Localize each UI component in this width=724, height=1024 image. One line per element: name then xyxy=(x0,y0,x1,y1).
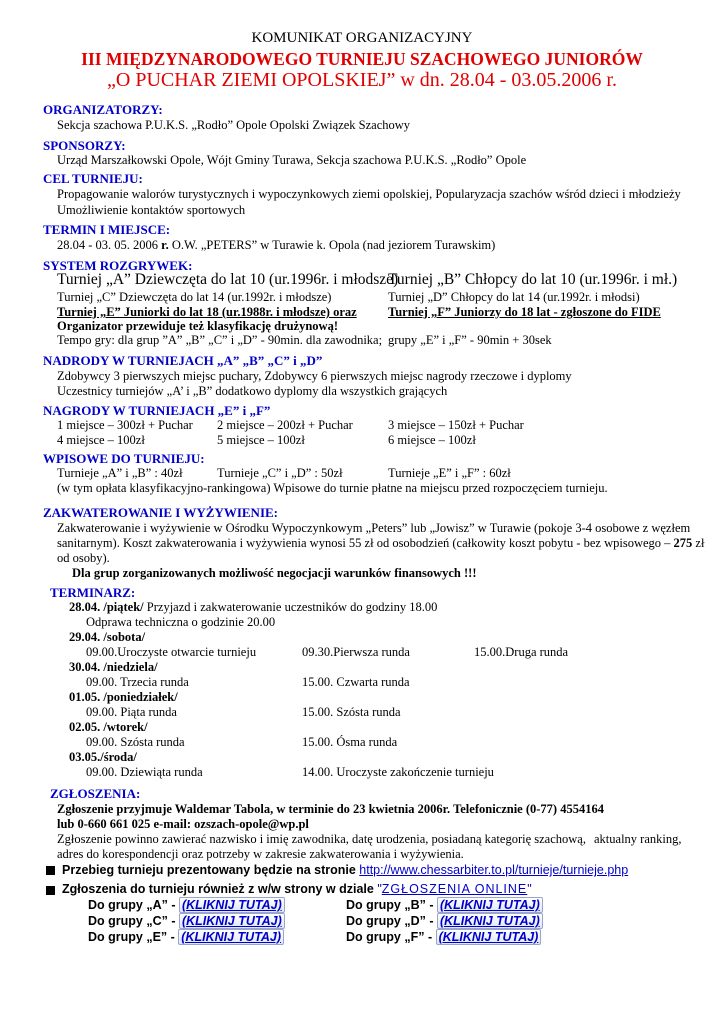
sponsors-heading: SPONSORZY: xyxy=(43,138,126,153)
prizes-ef-heading: NAGRODY W TURNIEJACH „E” i „F” xyxy=(43,403,271,418)
live-results-text: Przebieg turnieju prezentowany będzie na stronie xyxy=(62,863,360,877)
online-registration-close-quote: " xyxy=(527,882,532,896)
team-classification: Organizator przewiduje też klasyfikację drużynową! xyxy=(57,319,338,333)
schedule-day-2-date: 29.04. /sobota/ xyxy=(69,630,146,644)
prizes-abcd-line-1: Zdobywcy 3 pierwszych miejsc puchary, Zdobywcy 6 pierwszych miejsc nagrody rzeczowe i dyplomy xyxy=(57,369,572,383)
register-group-e-button[interactable]: (KLIKNIJ TUTAJ) xyxy=(178,929,284,945)
entry-fee-ef: Turnieje „E” i „F” : 60zł xyxy=(388,466,511,480)
schedule-day-1-line-2: Odprawa techniczna o godzinie 20.00 xyxy=(86,615,276,629)
registration-heading: ZGŁOSZENIA: xyxy=(50,786,141,801)
accommodation-currency: zł xyxy=(692,536,705,550)
register-group-b-label: Do grupy „B” - xyxy=(346,898,437,912)
accommodation-heading: ZAKWATEROWANIE I WYŻYWIENIE: xyxy=(43,505,279,520)
tempo-abcd: Tempo gry: dla grup ”A” „B” „C” i „D” - 90min. dla zawodnika; xyxy=(57,333,383,347)
register-group-c-label: Do grupy „C” - xyxy=(88,914,179,928)
schedule-day-2-item-1: 09.00.Uroczyste otwarcie turnieju xyxy=(86,645,257,659)
bullet-square-icon xyxy=(46,866,55,875)
date-place-text xyxy=(57,238,495,253)
goal-heading: CEL TURNIEJU: xyxy=(43,171,143,186)
tournament-title: III MIĘDZYNARODOWEGO TURNIEJU SZACHOWEGO JUNIORÓW xyxy=(81,49,643,69)
tempo-ef: grupy „E” i „F” - 90min + 30sek xyxy=(388,333,552,347)
registration-phone-email: lub 0-660 661 025 e-mail: ozszach-opole@wp.pl xyxy=(57,817,309,831)
entry-fee-cd: Turnieje „C” i „D” : 50zł xyxy=(217,466,343,480)
entry-fee-ab: Turnieje „A” i „B” : 40zł xyxy=(57,466,183,480)
register-group-a xyxy=(88,898,285,912)
date-range: 28.04 - 03. 05. 2006 xyxy=(57,238,162,252)
online-registration-link[interactable]: ZGŁOSZENIA ONLINE xyxy=(381,882,528,896)
chessarbiter-link[interactable]: http://www.chessarbiter.to.pl/turnieje/turnieje.php xyxy=(359,863,629,877)
accommodation-line-2 xyxy=(57,536,704,551)
register-group-a-button[interactable]: (KLIKNIJ TUTAJ) xyxy=(179,897,285,913)
prize-place-4: 4 miejsce – 100zł xyxy=(57,433,145,447)
tournament-subtitle: „O PUCHAR ZIEMI OPOLSKIEJ” w dn. 28.04 - 03.05.2006 r. xyxy=(107,69,617,91)
prizes-abcd-line-2: Uczestnicy turniejów „A’ i „B” dodatkowo dyplomy dla wszystkich grających xyxy=(57,384,448,398)
date-place-heading: TERMIN I MIEJSCE: xyxy=(43,222,171,237)
group-f-desc: Turniej „F” Juniorzy do 18 lat - zgłoszone do FIDE xyxy=(388,305,661,319)
online-registration-line xyxy=(62,882,532,896)
schedule-day-5-item-2: 15.00. Ósma runda xyxy=(302,735,398,749)
prize-place-6: 6 miejsce – 100zł xyxy=(388,433,476,447)
schedule-day-4-item-2: 15.00. Szósta runda xyxy=(302,705,401,719)
register-group-d-label: Do grupy „D” - xyxy=(346,914,437,928)
registration-requirements-1: Zgłoszenie powinno zawierać nazwisko i imię zawodnika, datę urodzenia, posiadaną kategorię szachową, xyxy=(57,832,586,846)
accommodation-total: 275 xyxy=(673,536,693,550)
schedule-day-5-date: 02.05. /wtorek/ xyxy=(69,720,148,734)
register-group-f xyxy=(346,930,541,944)
register-group-f-label: Do grupy „F” - xyxy=(346,930,436,944)
schedule-day-3-date: 30.04. /niedziela/ xyxy=(69,660,158,674)
document-kicker: KOMUNIKAT ORGANIZACYJNY xyxy=(251,30,473,46)
schedule-day-4-item-1: 09.00. Piąta runda xyxy=(86,705,177,719)
register-group-f-button[interactable]: (KLIKNIJ TUTAJ) xyxy=(436,929,542,945)
schedule-day-5-item-1: 09.00. Szósta runda xyxy=(86,735,185,749)
accommodation-cost-text: sanitarnym). Koszt zakwaterowania i wyżywienia wynosi 55 zł od osobodzień (całkowity koszt pobytu - bez wpisowego – xyxy=(57,536,674,550)
live-results-line xyxy=(62,863,628,877)
schedule-day-6-item-1: 09.00. Dziewiąta runda xyxy=(86,765,203,779)
schedule-heading: TERMINARZ: xyxy=(50,585,136,600)
prize-place-2: 2 miejsce – 200zł + Puchar xyxy=(217,418,353,432)
register-group-d-button[interactable]: (KLIKNIJ TUTAJ) xyxy=(437,913,543,929)
accommodation-line-1: Zakwaterowanie i wyżywienie w Ośrodku Wypoczynkowym „Peters” lub „Jowisz” w Turawie (pokoje 3-4 osobowe z węzłem xyxy=(57,521,691,535)
group-a-desc: Turniej „A” Dziewczęta do lat 10 (ur.1996r. i młodsze) xyxy=(57,271,399,288)
organizers-heading: ORGANIZATORZY: xyxy=(43,102,163,117)
prizes-abcd-heading: NADRODY W TURNIEJACH „A” „B” „C” i „D” xyxy=(43,353,323,368)
schedule-day-3-item-2: 15.00. Czwarta runda xyxy=(302,675,410,689)
register-group-c xyxy=(88,914,285,928)
date-suffix: r. xyxy=(161,238,169,252)
sponsors-text: Urząd Marszałkowski Opole, Wójt Gminy Turawa, Sekcja szachowa P.U.K.S. „Rodło” Opole xyxy=(57,153,527,167)
group-c-desc: Turniej „C” Dziewczęta do lat 14 (ur.1992r. i młodsze) xyxy=(57,290,332,304)
register-group-b xyxy=(346,898,543,912)
registration-requirements-ranking: aktualny ranking, xyxy=(594,832,682,846)
register-group-b-button[interactable]: (KLIKNIJ TUTAJ) xyxy=(437,897,543,913)
prize-place-3: 3 miejsce – 150zł + Puchar xyxy=(388,418,524,432)
schedule-day-1 xyxy=(69,600,437,615)
group-e-desc: Turniej „E” Juniorki do lat 18 (ur.1988r. i młodsze) oraz xyxy=(57,305,357,319)
organizers-text: Sekcja szachowa P.U.K.S. „Rodło” Opole Opolski Związek Szachowy xyxy=(57,118,411,132)
register-group-c-button[interactable]: (KLIKNIJ TUTAJ) xyxy=(179,913,285,929)
register-group-a-label: Do grupy „A” - xyxy=(88,898,179,912)
register-group-d xyxy=(346,914,543,928)
schedule-day-6-date: 03.05./środa/ xyxy=(69,750,137,764)
bullet-square-icon xyxy=(46,886,55,895)
schedule-day-1-date: 28.04. /piątek/ xyxy=(69,600,144,614)
schedule-day-4-date: 01.05. /poniedziałek/ xyxy=(69,690,178,704)
schedule-day-2-item-2: 09.30.Pierwsza runda xyxy=(302,645,410,659)
group-b-desc: Turniej „B” Chłopcy do lat 10 (ur.1996r. i mł.) xyxy=(388,271,678,288)
registration-contact: Zgłoszenie przyjmuje Waldemar Tabola, w terminie do 23 kwietnia 2006r. Telefonicznie (0-77) 4554164 xyxy=(57,802,604,816)
entry-fee-heading: WPISOWE DO TURNIEJU: xyxy=(43,451,205,466)
online-registration-open-quote: " xyxy=(377,882,382,896)
online-registration-text: Zgłoszenia do turnieju również z w/w strony w dziale xyxy=(62,882,378,896)
group-negotiation-note: Dla grup zorganizowanych możliwość negocjacji warunków finansowych !!! xyxy=(72,566,477,580)
goal-line-1: Propagowanie walorów turystycznych i wypoczynkowych ziemi opolskiej, Popularyzacja szachów wśród dzieci i młodzieży xyxy=(57,187,681,201)
venue: O.W. „PETERS” w Turawie k. Opola (nad jeziorem Turawskim) xyxy=(168,238,496,252)
prize-place-5: 5 miejsce – 100zł xyxy=(217,433,305,447)
schedule-day-2-item-3: 15.00.Druga runda xyxy=(474,645,569,659)
register-group-e xyxy=(88,930,284,944)
entry-fee-note: (w tym opłata klasyfikacyjno-rankingowa) Wpisowe do turnie płatne na miejscu przed rozpoczęciem turnieju. xyxy=(57,481,608,495)
schedule-day-6-item-2: 14.00. Uroczyste zakończenie turnieju xyxy=(302,765,494,779)
system-heading: SYSTEM ROZGRYWEK: xyxy=(43,258,193,273)
register-group-e-label: Do grupy „E” - xyxy=(88,930,179,944)
goal-line-2: Umożliwienie kontaktów sportowych xyxy=(57,203,246,217)
prize-place-1: 1 miejsce – 300zł + Puchar xyxy=(57,418,193,432)
group-d-desc: Turniej „D” Chłopcy do lat 14 (ur.1992r. i młodsi) xyxy=(388,290,640,304)
accommodation-line-3: od osoby). xyxy=(57,551,110,565)
schedule-day-1-text: Przyjazd i zakwaterowanie uczestników do godziny 18.00 xyxy=(143,600,438,614)
registration-requirements-2: adres do korespondencji oraz potrzeby w zakresie zakwaterowania i wyżywienia. xyxy=(57,847,464,861)
schedule-day-3-item-1: 09.00. Trzecia runda xyxy=(86,675,189,689)
